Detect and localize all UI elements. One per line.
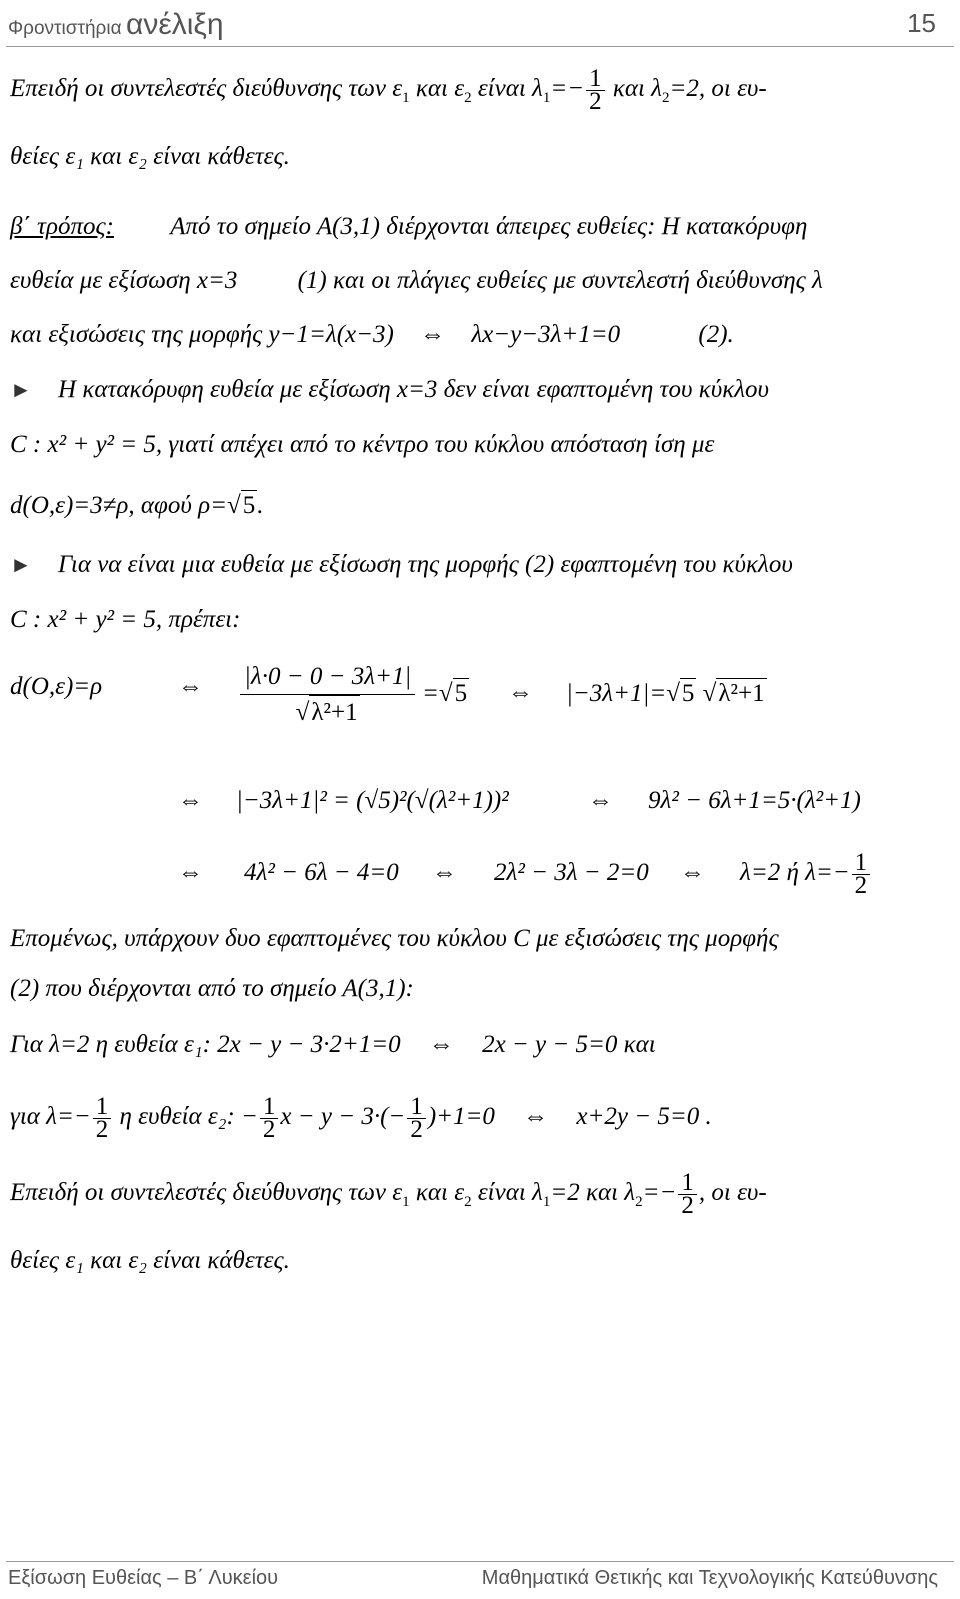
denominator: 2 [95, 1116, 109, 1143]
text: Για λ=2 η ευθεία ε₁: 2x − y − 3·2+1=0 [10, 1031, 401, 1058]
sqrt-radicand: λ²+1 [309, 695, 359, 730]
text: =− [550, 75, 585, 103]
text: και εξισώσεις της μορφής y−1=λ(x−3) [10, 321, 394, 348]
equivalence-arrow-icon: ⇔ [432, 859, 457, 886]
header-rule [6, 46, 954, 47]
text: x − y − 3·(− [280, 1103, 406, 1131]
text: η ευθεία ε₂: − [119, 1103, 258, 1131]
sub: 2 [662, 90, 670, 107]
text: και λ [612, 75, 663, 103]
page-number: 15 [907, 8, 936, 38]
sub: 1 [402, 1194, 410, 1211]
equivalence-arrow-icon: ⇔ [178, 787, 203, 814]
text-line-4 [10, 266, 823, 296]
distance-fraction [240, 660, 415, 730]
text: x+2y − 5=0 . [576, 1103, 712, 1131]
text-line-8: d(O,ε)=3≠ρ, αφού ρ=√5. [10, 492, 264, 519]
footer-right: Μαθηματικά Θετικής και Τεχνολογικής Κατεύθυνσης [481, 1567, 938, 1589]
bullet-triangle-icon: ► [10, 552, 32, 577]
equivalence-arrow-icon: ⇔ [178, 859, 203, 886]
numerator: 1 [260, 1096, 279, 1119]
bullet-triangle-icon: ► [10, 377, 32, 402]
text: Η κατακόρυφη ευθεία με εξίσωση x=3 δεν είναι εφαπτομένη του κύκλου [58, 376, 769, 403]
text: ευθεία με εξίσωση x=3 [10, 267, 238, 294]
equivalence-arrow-icon: ⇔ [420, 321, 446, 348]
fraction [586, 65, 605, 115]
fraction [93, 1093, 112, 1143]
text: λ=2 ή λ=− [740, 859, 850, 887]
text: Επειδή οι συντελεστές διεύθυνσης των ε [10, 75, 403, 103]
equation-abs: |−3λ+1|=√5 √λ²+1 [566, 680, 765, 707]
text-line-11-left: d(O,ε)=ρ [10, 673, 103, 700]
text: )+1=0 [427, 1103, 495, 1131]
squared-equation: |−3λ+1|² = (√5)²(√(λ²+1))² [236, 787, 509, 814]
text: για λ=− [10, 1103, 91, 1131]
equivalence-arrow-icon: ⇔ [178, 673, 203, 700]
equivalence-arrow-icon: ⇔ [523, 1103, 549, 1131]
numerator: 1 [678, 1172, 697, 1195]
text: είναι λ [477, 1179, 543, 1207]
text-line-14: Επομένως, υπάρχουν δυο εφαπτομένες του κύκλου C με εξισώσεις της μορφής [10, 925, 779, 952]
fraction [678, 1169, 697, 1219]
simplified-quadratic: 2λ² − 3λ − 2=0 [494, 859, 649, 886]
text: 2x − y − 5=0 και [482, 1031, 656, 1058]
sub: 1 [542, 1194, 551, 1211]
text-line-3 [10, 212, 807, 242]
sqrt-radicand: 5 [242, 492, 256, 519]
method-label: β΄ τρόπος: [10, 213, 114, 240]
brand-big: ανέλιξη [126, 8, 224, 41]
sub: 2 [464, 90, 472, 107]
numerator: 1 [407, 1096, 426, 1119]
text-line-1 [10, 65, 767, 115]
brand-small: Φροντιστήρια [8, 18, 122, 39]
sqrt-radicand: 5 [681, 680, 695, 707]
equivalence-arrow-icon: ⇔ [588, 787, 613, 814]
text: d(O,ε)=3≠ρ, αφού ρ= [10, 492, 227, 519]
text: είναι λ [477, 75, 543, 103]
text-line-19: θείες ε₁ και ε₂ είναι κάθετες. [10, 1247, 290, 1274]
text: , οι ευ- [698, 1179, 767, 1207]
text: λx−y−3λ+1=0 [471, 321, 621, 348]
text: και ε [415, 75, 465, 103]
text-line-18 [10, 1169, 767, 1219]
fraction [852, 849, 871, 899]
text-line-7: C : x² + y² = 5, γιατί απέχει από το κέντρο του κύκλου απόσταση ίση με [10, 431, 715, 458]
numerator: 1 [93, 1096, 112, 1119]
equation-rhs: =√5 [422, 680, 468, 707]
text: =2, οι ευ- [669, 75, 767, 103]
footer-rule [6, 1561, 954, 1562]
sub: 1 [542, 90, 551, 107]
denominator: 2 [589, 88, 602, 115]
text-line-6 [10, 375, 769, 405]
fraction [407, 1093, 426, 1143]
text: |−3λ+1|= [566, 680, 667, 707]
solutions [740, 849, 872, 899]
text: = [422, 680, 439, 707]
equivalence-arrow-icon: ⇔ [508, 679, 533, 706]
sqrt-radicand: λ²+1 [718, 680, 765, 707]
quadratic-equation: 4λ² − 6λ − 4=0 [244, 859, 399, 886]
text-line-10: C : x² + y² = 5, πρέπει: [10, 606, 241, 633]
text: (2). [698, 321, 734, 348]
text: και ε [415, 1179, 465, 1207]
equivalence-arrow-icon: ⇔ [680, 859, 705, 886]
text-line-2: θείες ε₁ και ε₂ είναι κάθετες. [10, 143, 290, 170]
numerator: 1 [586, 68, 605, 91]
text-line-5 [10, 320, 734, 350]
denominator: √λ²+1 [240, 695, 415, 730]
text-line-9 [10, 550, 793, 580]
text: Από το σημείο Α(3,1) διέρχονται άπειρες ευθείες: Η κατακόρυφη [170, 213, 808, 240]
sub: 2 [464, 1194, 472, 1211]
denominator: 2 [262, 1116, 276, 1143]
sub: 1 [402, 90, 410, 107]
text: =− [642, 1179, 677, 1207]
footer-left: Εξίσωση Ευθείας – Β΄ Λυκείου [8, 1567, 279, 1589]
text: Επειδή οι συντελεστές διεύθυνσης των ε [10, 1179, 403, 1207]
sub: 2 [635, 1194, 643, 1211]
fraction [260, 1093, 279, 1143]
expanded-equation: 9λ² − 6λ+1=5·(λ²+1) [648, 787, 861, 814]
denominator: 2 [681, 1192, 694, 1219]
denominator: 2 [410, 1116, 423, 1143]
text-line-15: (2) που διέρχονται από το σημείο Α(3,1): [10, 975, 414, 1002]
denominator: 2 [854, 872, 868, 899]
text: (1) και οι πλάγιες ευθείες με συντελεστή διεύθυνσης λ [297, 267, 823, 294]
equivalence-arrow-icon: ⇔ [428, 1031, 454, 1058]
text: Για να είναι μια ευθεία με εξίσωση της μορφής (2) εφαπτομένη του κύκλου [58, 551, 793, 578]
brand-logo [8, 8, 224, 42]
text-line-17 [10, 1093, 712, 1143]
numerator: |λ·0 − 0 − 3λ+1| [240, 660, 415, 695]
sqrt-radicand: 5 [454, 680, 468, 707]
numerator: 1 [852, 852, 871, 875]
text: =2 και λ [550, 1179, 636, 1207]
text-line-16 [10, 1030, 656, 1060]
